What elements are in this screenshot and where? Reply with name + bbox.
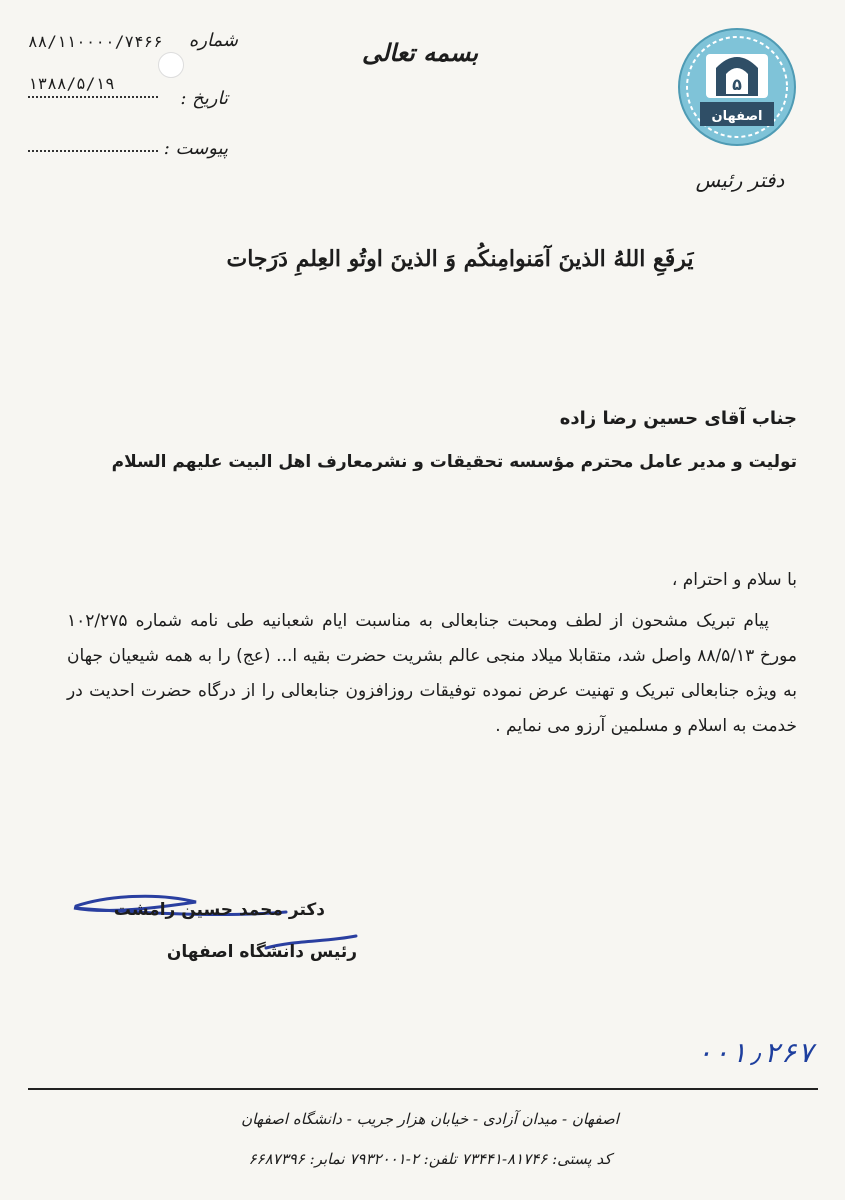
- university-logo: [676, 24, 798, 150]
- date-dotted-line: [28, 96, 158, 98]
- footer-contact: کد پستی: ۸۱۷۴۶-۷۳۴۴۱ تلفن: ۲-۷۹۳۲۰۰۱ نمابر: ۶۶۸۷۳۹۶: [248, 1150, 612, 1168]
- footer-address: اصفهان - میدان آزادی - خیابان هزار جریب - دانشگاه اصفهان: [241, 1110, 619, 1128]
- body-text: پیام تبریک مشحون از لطف ومحبت جنابعالی به مناسبت ایام شعبانیه طی نامه شماره ۱۰۲/۲۷۵ مورخ ۸۸/۵/۱۳ واصل شد، متقابلا میلاد منجی عالم بشریت حضرت بقیه ا... (عج) را به همه شیعیان جهان به ویژه جنابعالی تبریک و تهنیت عرض نموده توفیقات روزافزون جنابعالی را از درگاه حضرت احدیت در خدمت به اسلام و مسلمین آرزو می نمایم .: [67, 611, 797, 736]
- letter-number-label: شماره: [188, 30, 238, 51]
- svg-text:اصفهان: اصفهان: [711, 109, 763, 124]
- signatory-name: دکتر محمد حسین رامشت: [113, 900, 325, 920]
- basmala-heading: بسمه تعالی: [361, 38, 479, 67]
- letter-attachment-row: [28, 128, 228, 159]
- letter-number-value: ۸۸/۱۱۰۰۰۰/۷۴۶۶: [28, 32, 163, 51]
- addressee-name: جناب آقای حسین رضا زاده: [559, 408, 797, 429]
- addressee-title: تولیت و مدیر عامل محترم مؤسسه تحقیقات و نشرمعارف اهل البیت علیهم السلام: [111, 452, 797, 472]
- punch-hole: [158, 52, 184, 78]
- letter-date-label: تاریخ :: [180, 88, 228, 109]
- attachment-dotted-line: [28, 150, 158, 152]
- handwritten-reference-number: ۰۰۱٫۲۶۷: [695, 1036, 814, 1069]
- signatory-title: رئیس دانشگاه اصفهان: [166, 942, 357, 962]
- greeting-line: با سلام و احترام ،: [671, 570, 797, 590]
- body-paragraph: [67, 604, 797, 744]
- letter-number-row: [28, 30, 238, 60]
- quran-verse: يَرفَعِ اللهُ الذينَ آمَنوامِنكُم وَ الذينَ اوتُو العِلمِ دَرَجات: [226, 246, 694, 272]
- letter-date-value: ۱۳۸۸/۵/۱۹: [28, 74, 115, 93]
- footer-divider: [28, 1088, 818, 1090]
- svg-text:۵: ۵: [732, 75, 742, 94]
- letter-attachment-label: پیوست :: [163, 138, 228, 159]
- letter-date-row: [28, 74, 228, 109]
- office-caption: دفتر رئیس: [695, 168, 785, 192]
